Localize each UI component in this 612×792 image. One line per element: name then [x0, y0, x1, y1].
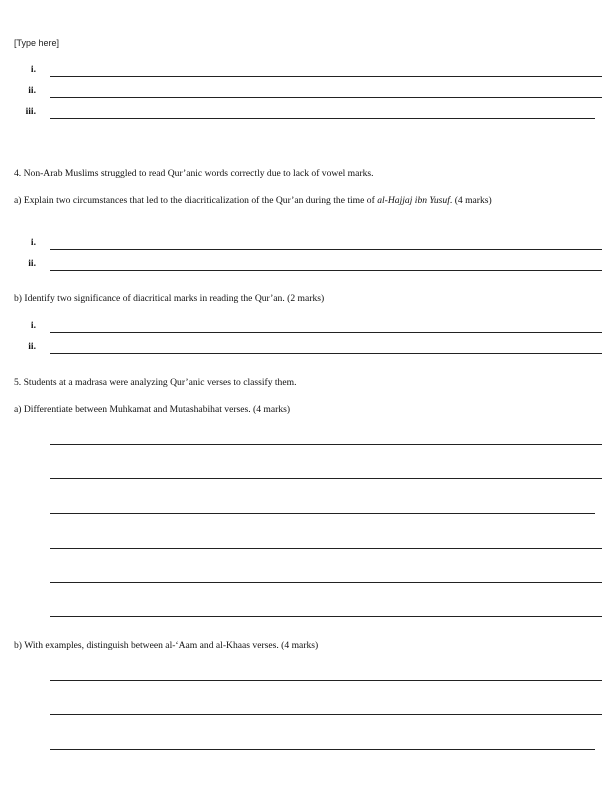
answer-line[interactable] [50, 548, 602, 549]
numeral-iii: iii. [25, 106, 36, 117]
question-4a-suffix: . (4 marks) [449, 195, 492, 206]
question-4a-prompt [14, 195, 598, 207]
numeral-ii: ii. [28, 341, 36, 352]
question-4b-prompt: b) Identify two significance of diacritical marks in reading the Qur’an. (2 marks) [14, 293, 325, 304]
question-4-stem: 4. Non-Arab Muslims struggled to read Qur’anic words correctly due to lack of vowel marks. [14, 168, 374, 179]
question-4a-name: al-Hajjaj ibn Yusuf [377, 195, 450, 206]
answer-line[interactable] [50, 76, 602, 77]
numeral-ii: ii. [28, 258, 36, 269]
question-5b-prompt: b) With examples, distinguish between al-‘Aam and al-Khaas verses. (4 marks) [14, 640, 319, 651]
answer-line[interactable] [50, 513, 595, 514]
numeral-ii: ii. [28, 85, 36, 96]
answer-line[interactable] [50, 97, 602, 98]
answer-line[interactable] [50, 714, 602, 715]
numeral-i: i. [30, 64, 36, 75]
answer-line[interactable] [50, 680, 602, 681]
answer-line[interactable] [50, 749, 595, 750]
answer-line[interactable] [50, 353, 602, 354]
numeral-i: i. [30, 320, 36, 331]
answer-line[interactable] [50, 118, 595, 119]
question-5a-prompt: a) Differentiate between Muhkamat and Mutashabihat verses. (4 marks) [14, 404, 291, 415]
answer-line[interactable] [50, 249, 602, 250]
header-placeholder: [Type here] [14, 38, 60, 48]
answer-line[interactable] [50, 444, 602, 445]
answer-line[interactable] [50, 270, 602, 271]
question-5-stem: 5. Students at a madrasa were analyzing Qur’anic verses to classify them. [14, 377, 297, 388]
question-4a-prefix: a) Explain two circumstances that led to the diacriticalization of the Qur’an during the time of [14, 195, 378, 206]
answer-line[interactable] [50, 332, 602, 333]
answer-line[interactable] [50, 582, 602, 583]
numeral-i: i. [30, 237, 36, 248]
answer-line[interactable] [50, 616, 602, 617]
answer-line[interactable] [50, 478, 602, 479]
